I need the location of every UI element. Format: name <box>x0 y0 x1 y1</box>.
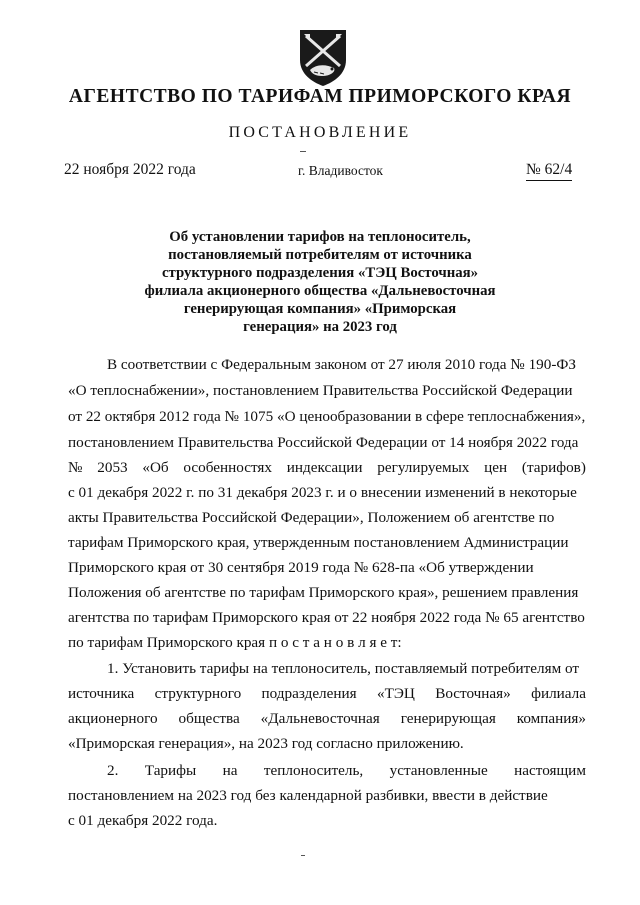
body-line: постановлением Правительства Российской Федерации от 14 ноября 2022 года <box>68 434 579 451</box>
word: Тарифы <box>144 762 197 779</box>
body-line: с 01 декабря 2022 г. по 31 декабря 2023 г. и о внесении изменений в некоторые <box>68 484 577 501</box>
document-type: ПОСТАНОВЛЕНИЕ <box>228 124 412 141</box>
scan-mark <box>300 151 306 152</box>
word: генерирующая <box>400 710 496 727</box>
body-line: В соответствии с Федеральным законом от 27 июля 2010 года № 190-ФЗ <box>107 356 577 373</box>
word: № <box>68 459 83 476</box>
word: компания» <box>516 710 586 727</box>
word: 2053 <box>97 459 128 476</box>
title-line: Об установлении тарифов на теплоноситель, <box>169 229 471 245</box>
word: цен <box>484 459 508 476</box>
body-line: агентства по тарифам Приморского края от 22 ноября 2022 года № 65 агентство <box>68 609 585 626</box>
body-line-justified <box>107 762 586 780</box>
document-title <box>110 228 530 336</box>
body-line: Положения об агентстве по тарифам Приморского края», решением правления <box>68 584 579 601</box>
coat-of-arms-emblem <box>296 26 350 88</box>
word: «Об <box>142 459 169 476</box>
word: «ТЭЦ <box>376 685 415 702</box>
body-line: с 01 декабря 2022 года. <box>68 812 218 829</box>
document-city: г. Владивосток <box>298 163 383 178</box>
agency-name: АГЕНТСТВО ПО ТАРИФАМ ПРИМОРСКОГО КРАЯ <box>68 86 572 107</box>
title-line: генерация» на 2023 год <box>243 319 397 335</box>
word: «Дальневосточная <box>260 710 380 727</box>
word: 2. <box>107 762 119 779</box>
word: теплоноситель, <box>263 762 364 779</box>
title-line: структурного подразделения «ТЭЦ Восточная» <box>161 265 479 281</box>
body-line: акты Правительства Российской Федерации», Положением об агентстве по <box>68 509 555 526</box>
body-line: тарифам Приморского края, утвержденным постановлением Администрации <box>68 534 569 551</box>
word: подразделения <box>261 685 357 702</box>
word: акционерного <box>68 710 158 727</box>
word: на <box>222 762 238 779</box>
word: регулируемых <box>377 459 470 476</box>
body-line-justified <box>68 685 586 703</box>
word: источника <box>68 685 135 702</box>
document-number: № 62/4 <box>526 161 573 178</box>
body-line: по тарифам Приморского края п о с т а н о в л я е т: <box>68 634 402 651</box>
word: установленные <box>389 762 488 779</box>
word: Восточная» <box>435 685 511 702</box>
body-line: «О теплоснабжении», постановлением Правительства Российской Федерации <box>68 382 573 399</box>
word: настоящим <box>514 762 586 779</box>
word: (тарифов) <box>521 459 586 476</box>
word: филиала <box>531 685 586 702</box>
title-line: филиала акционерного общества «Дальневосточная <box>144 283 496 299</box>
body-line: постановлением на 2023 год без календарной разбивки, ввести в действие <box>68 787 548 804</box>
body-line-justified <box>68 459 586 477</box>
body-line-justified <box>68 710 586 728</box>
body-line: от 22 октября 2012 года № 1075 «О ценообразовании в сфере теплоснабжения», <box>68 408 586 425</box>
body-line: 1. Установить тарифы на теплоноситель, поставляемый потребителям от <box>107 660 580 677</box>
document-date: 22 ноября 2022 года <box>64 161 196 178</box>
title-line: постановляемый потребителям от источника <box>168 247 472 263</box>
word: структурного <box>154 685 242 702</box>
body-line: Приморского края от 30 сентября 2019 года № 628-па «Об утверждении <box>68 559 534 576</box>
word: индексации <box>286 459 363 476</box>
word: особенностях <box>183 459 272 476</box>
scan-mark <box>301 855 305 856</box>
title-line: генерирующая компания» «Приморская <box>183 301 457 317</box>
word: общества <box>178 710 240 727</box>
body-line: «Приморская генерация», на 2023 год согласно приложению. <box>68 735 464 752</box>
